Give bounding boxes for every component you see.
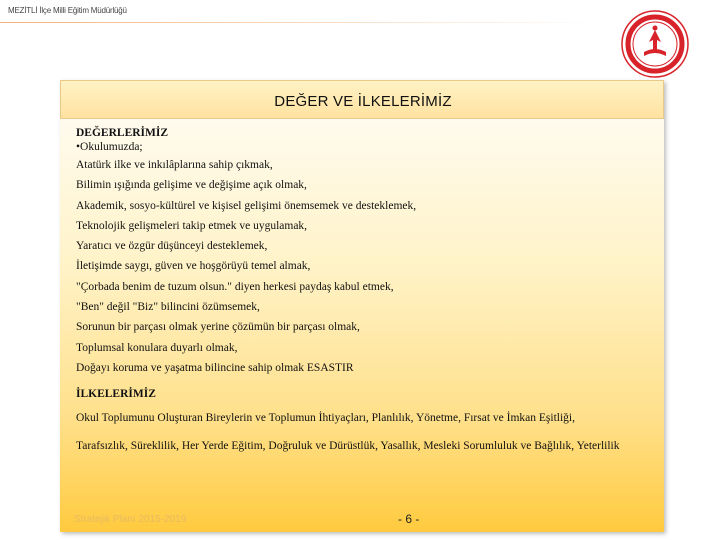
value-item: Doğayı koruma ve yaşatma bilincine sahip olmak ESASTIR bbox=[76, 361, 354, 374]
value-item: Akademik, sosyo-kültürel ve kişisel gelişimi önemsemek ve desteklemek, bbox=[76, 199, 417, 212]
value-item: Atatürk ilke ve inkılâplarına sahip çıkmak, bbox=[76, 159, 273, 171]
values-intro: •Okulumuzda; bbox=[76, 141, 143, 153]
value-item: "Çorbada benim de tuzum olsun." diyen herkesi paydaş kabul etmek, bbox=[76, 280, 394, 293]
value-item: İletişimde saygı, güven ve hoşgörüyü temel almak, bbox=[76, 260, 311, 273]
header-divider bbox=[0, 22, 600, 23]
value-item: Toplumsal konulara duyarlı olmak, bbox=[76, 341, 238, 354]
footer-plan-label: Stratejik Planı 2015-2019 bbox=[74, 514, 187, 525]
principles-heading: İLKELERİMİZ bbox=[76, 388, 156, 401]
value-item: "Ben" değil "Biz" bilincini özümsemek, bbox=[76, 301, 260, 314]
values-heading: DEĞERLERİMİZ bbox=[76, 127, 169, 139]
principle-item: Tarafsızlık, Süreklilik, Her Yerde Eğitim, Doğruluk ve Dürüstlük, Yasallık, Mesleki Sorumluluk ve Bağlılık, Yeterlilik bbox=[76, 440, 620, 453]
slide-panel bbox=[60, 80, 664, 532]
ministry-logo-icon bbox=[616, 8, 694, 80]
title-bar bbox=[60, 80, 664, 119]
slide-content bbox=[76, 126, 656, 467]
value-item: Yaratıcı ve özgür düşünceyi desteklemek, bbox=[76, 240, 268, 253]
slide-title: DEĞER VE İLKELERİMİZ bbox=[274, 93, 452, 110]
header-institution-name: MEZİTLİ İlçe Milli Eğitim Müdürlüğü bbox=[8, 6, 127, 15]
principle-item: Okul Toplumunu Oluşturan Bireylerin ve Toplumun İhtiyaçları, Planlılık, Yönetme, Fırsat ve İmkan Eşitliği, bbox=[76, 412, 575, 425]
value-item: Sorunun bir parçası olmak yerine çözümün bir parçası olmak, bbox=[76, 321, 360, 334]
value-item: Bilimin ışığında gelişime ve değişime açık olmak, bbox=[76, 179, 307, 192]
page-number: - 6 - bbox=[398, 512, 420, 526]
value-item: Teknolojik gelişmeleri takip etmek ve uygulamak, bbox=[76, 219, 308, 232]
